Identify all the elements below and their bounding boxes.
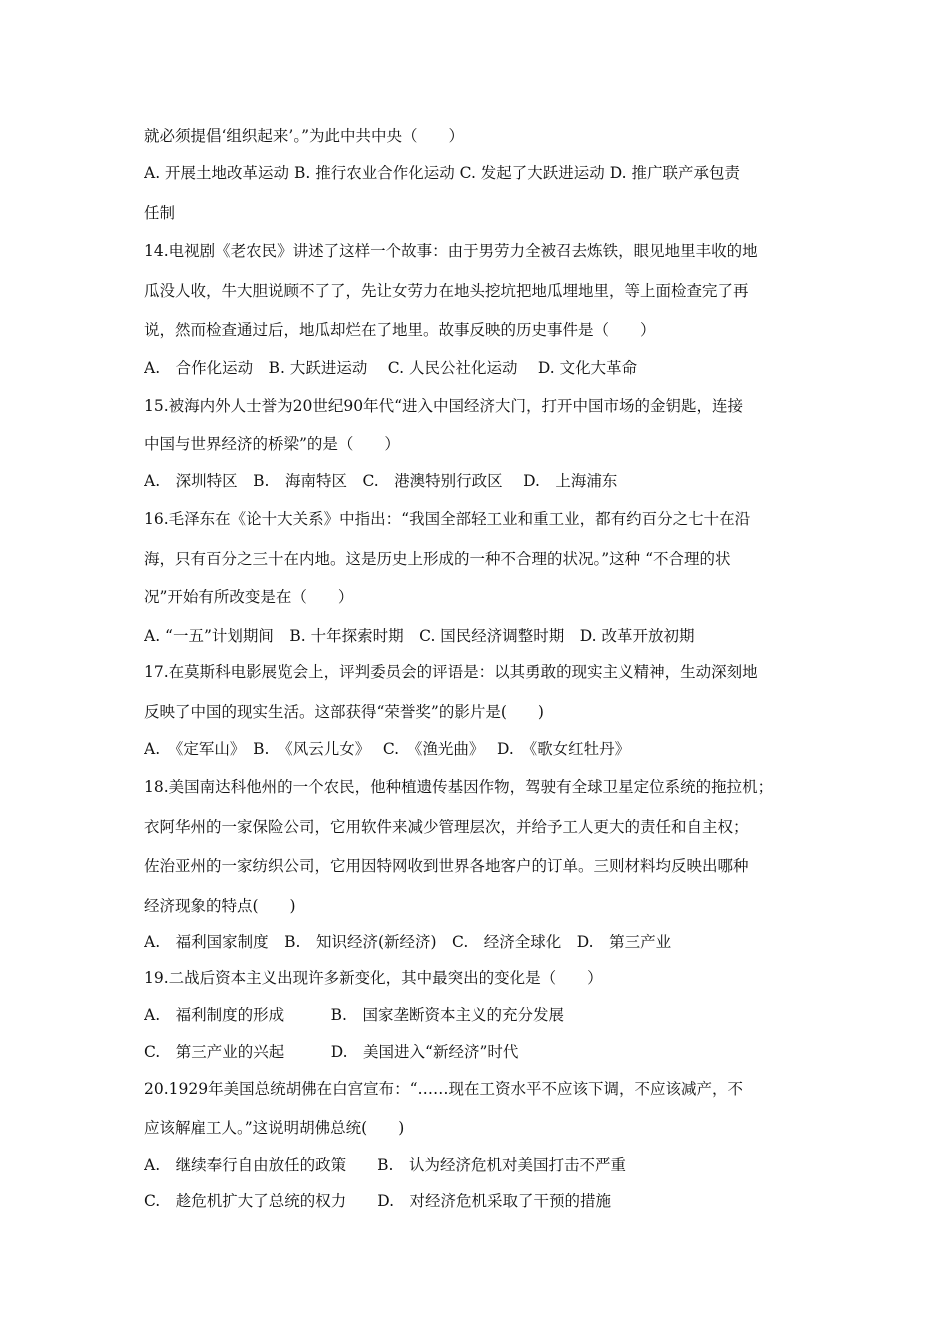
- text-line: 19.二战后资本主义出现许多新变化，其中最突出的变化是（ ）: [144, 969, 603, 987]
- text-line: 16.毛泽东在《论十大关系》中指出：“我国全部轻工业和重工业，都有约百分之七十在沿: [144, 510, 751, 528]
- text-line: 衣阿华州的一家保险公司，它用软件来减少管理层次，并给予工人更大的责任和自主权；: [144, 818, 749, 836]
- text-line: 瓜没人收，牛大胆说顾不了了，先让女劳力在地头挖坑把地瓜埋地里，等上面检查完了再: [144, 282, 749, 300]
- text-line: C. 第三产业的兴起 D. 美国进入“新经济”时代: [144, 1043, 519, 1061]
- text-line: 15.被海内外人士誉为20世纪90年代“进入中国经济大门，打开中国市场的金钥匙，连接: [144, 397, 744, 415]
- text-line: A. 福利制度的形成 B. 国家垄断资本主义的充分发展: [144, 1006, 564, 1024]
- text-line: 反映了中国的现实生活。这部获得“荣誉奖”的影片是( ): [144, 703, 544, 721]
- text-line: 任制: [144, 204, 176, 222]
- text-line: 应该解雇工人。”这说明胡佛总统( ): [144, 1119, 405, 1137]
- text-line: 14.电视剧《老农民》讲述了这样一个故事：由于男劳力全被召去炼铁，眼见地里丰收的地: [144, 242, 758, 260]
- text-line: A. “一五”计划期间 B. 十年探索时期 C. 国民经济调整时期 D. 改革开放初期: [144, 627, 695, 645]
- text-line: A. 深圳特区 B. 海南特区 C. 港澳特别行政区 D. 上海浦东: [144, 472, 618, 490]
- text-line: 况”开始有所改变是在（ ）: [144, 588, 354, 606]
- text-line: 经济现象的特点( ): [144, 897, 296, 915]
- text-line: 海，只有百分之三十在内地。这是历史上形成的一种不合理的状况。”这种 “不合理的状: [144, 550, 731, 568]
- text-line: 20.1929年美国总统胡佛在白宫宣布：“……现在工资水平不应该下调，不应该减产，不: [144, 1080, 744, 1098]
- text-line: A. 开展土地改革运动 B. 推行农业合作化运动 C. 发起了大跃进运动 D. 推广联产承包责: [144, 164, 740, 182]
- text-line: 佐治亚州的一家纺织公司，它用因特网收到世界各地客户的订单。三则材料均反映出哪种: [144, 857, 749, 875]
- text-line: A. 合作化运动 B. 大跃进运动 C. 人民公社化运动 D. 文化大革命: [144, 359, 638, 377]
- text-line: C. 趁危机扩大了总统的权力 D. 对经济危机采取了干预的措施: [144, 1192, 612, 1210]
- text-line: A. 继续奉行自由放任的政策 B. 认为经济危机对美国打击不严重: [144, 1156, 626, 1174]
- text-line: 18.美国南达科他州的一个农民，他种植遗传基因作物，驾驶有全球卫星定位系统的拖拉机；: [144, 778, 774, 796]
- text-line: 就必须提倡‘组织起来’。”为此中共中央（ ）: [144, 127, 465, 145]
- text-line: 说，然而检查通过后，地瓜却烂在了地里。故事反映的历史事件是（ ）: [144, 321, 656, 339]
- text-line: A. 福利国家制度 B. 知识经济(新经济) C. 经济全球化 D. 第三产业: [144, 933, 672, 951]
- text-line: 17.在莫斯科电影展览会上，评判委员会的评语是：以其勇敢的现实主义精神，生动深刻地: [144, 663, 758, 681]
- text-line: A. 《定军山》 B. 《风云儿女》 C. 《渔光曲》 D. 《歌女红牡丹》: [144, 740, 631, 758]
- text-line: 中国与世界经济的桥梁”的是（ ）: [144, 435, 400, 453]
